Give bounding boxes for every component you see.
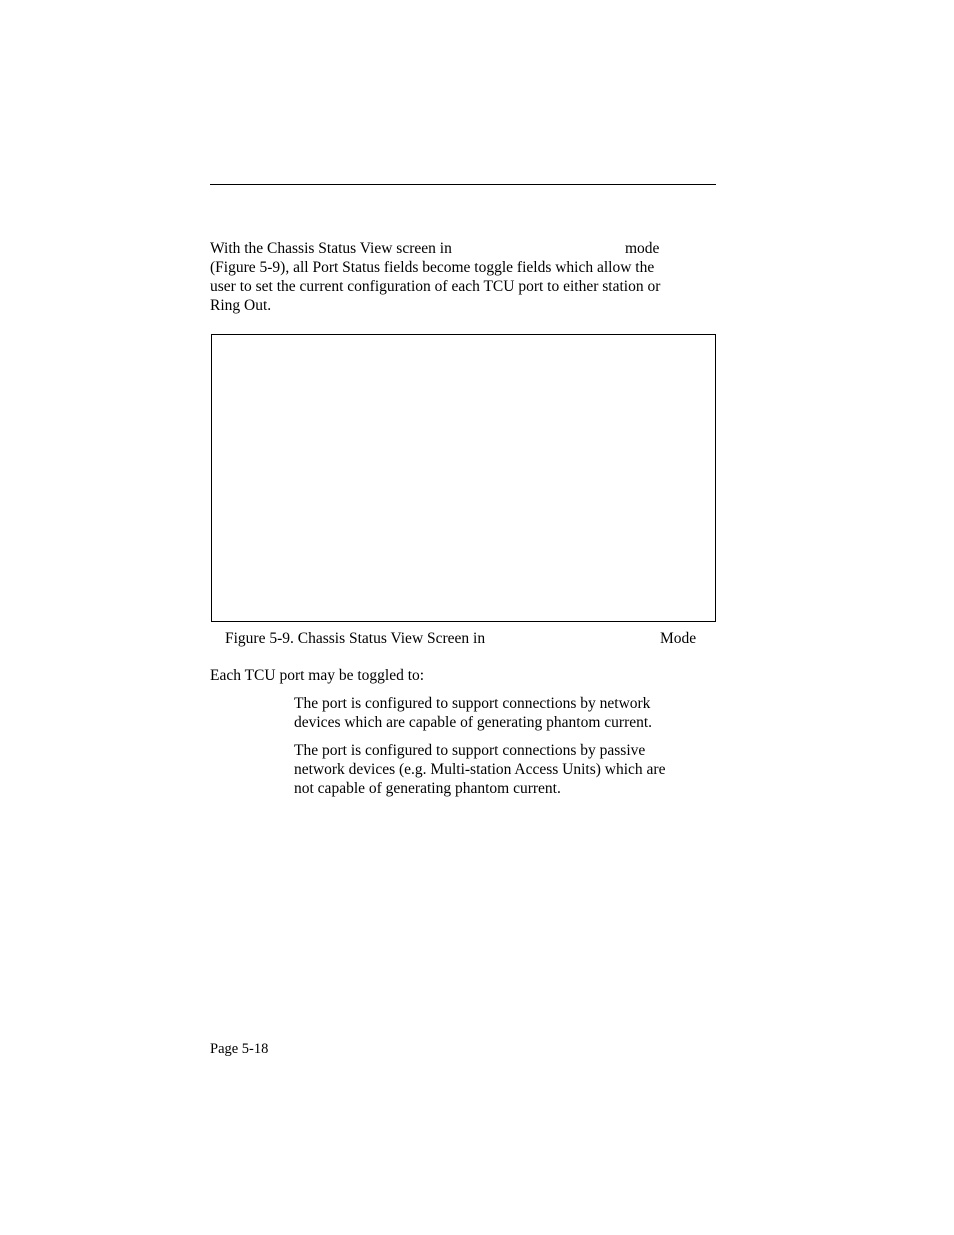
intro-text-start: With the Chassis Status View screen in [210,240,452,257]
intro-line: (Figure 5-9), all Port Status fields become toggle fields which allow the [210,259,655,276]
figure-caption: Figure 5-9. Chassis Status View Screen in [225,630,486,647]
header-rule [210,184,716,185]
intro-line: Ring Out. [210,296,272,314]
toggle-list-intro: Each TCU port may be toggled to: [210,667,425,684]
page-number: Page 5-18 [210,1041,269,1057]
intro-paragraph [210,259,660,315]
toggle-option-description [294,742,665,798]
figure-5-9-screen-frame [211,334,716,622]
description-line: devices which are capable of generating phantom current. [294,713,653,731]
intro-text-mode: mode [625,240,660,257]
description-line: not capable of generating phantom current. [294,779,561,797]
description-line: The port is configured to support connections by network [294,695,651,712]
intro-line: user to set the current configuration of each TCU port to either station or [210,277,661,295]
description-line: The port is configured to support connections by passive [294,742,646,759]
description-line: network devices (e.g. Multi-station Access Units) which are [294,760,666,778]
toggle-option-description [294,695,652,733]
figure-caption-mode: Mode [660,630,697,647]
